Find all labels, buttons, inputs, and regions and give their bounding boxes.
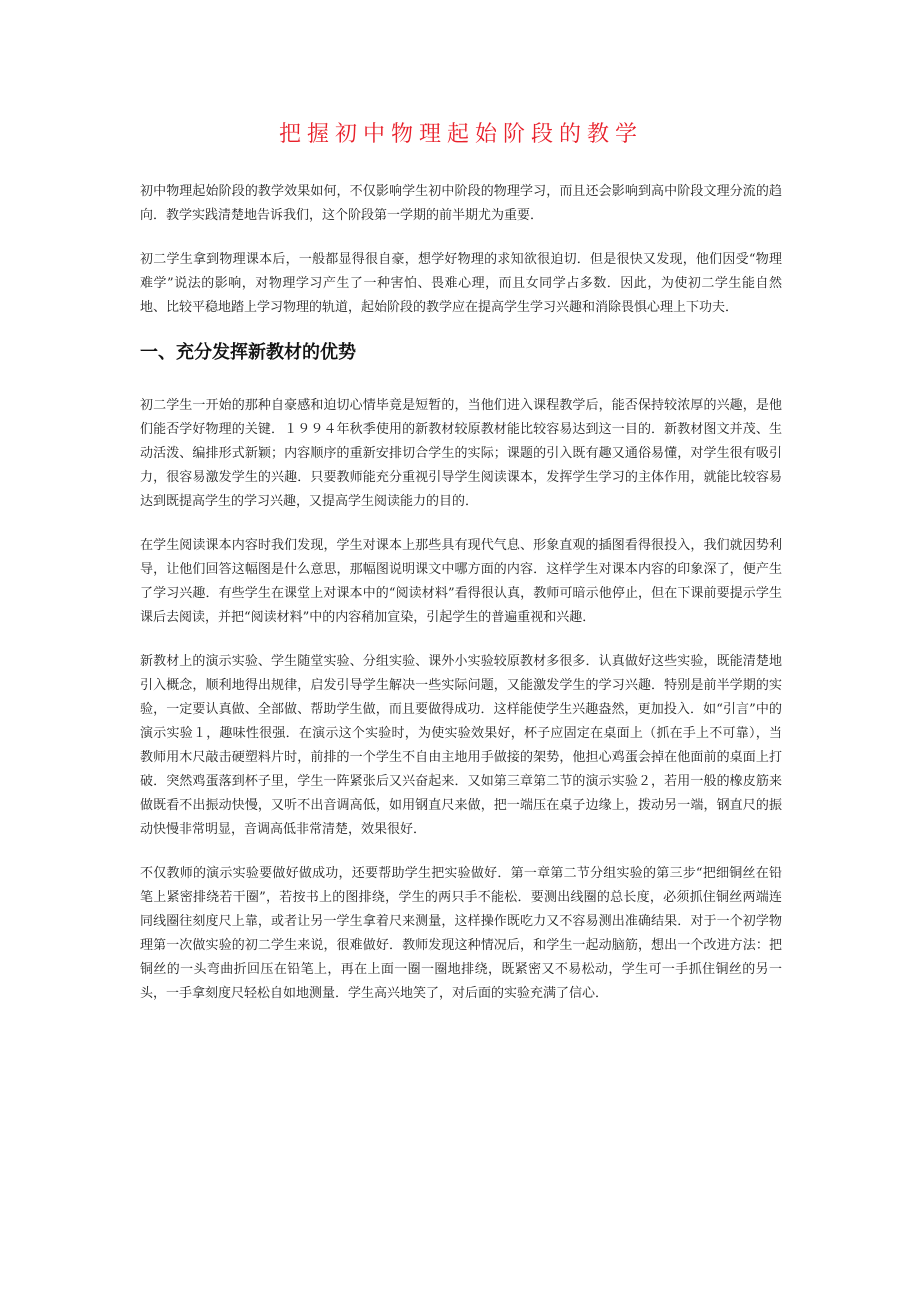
intro-paragraph-1: 初中物理起始阶段的教学效果如何，不仅影响学生初中阶段的物理学习，而且还会影响到高中阶段文理分流的趋向．教学实践清楚地告诉我们，这个阶段第一学期的前半期尤为重要． bbox=[140, 184, 782, 223]
section1-paragraph-1: 初二学生一开始的那种自豪感和迫切心情毕竟是短暂的，当他们进入课程教学后，能否保持较浓厚的兴趣，是他们能否学好物理的关键．１９９４年秋季使用的新教材较原教材能比较容易达到这一目的．新教材图文并茂、生动活泼、编排形式新颖；内容顺序的重新安排切合学生的实际；课题的引入既有趣又通俗易懂，对学生很有吸引力，很容易激发学生的兴趣．只要教师能充分重视引导学生阅读课本，发挥学生学习的主体作用，就能比较容易达到既提高学生的学习兴趣，又提高学生阅读能力的目的． bbox=[140, 398, 782, 509]
intro-paragraph-2: 初二学生拿到物理课本后，一般都显得很自豪，想学好物理的求知欲很迫切．但是很快又发现，他们因受“物理难学”说法的影响，对物理学习产生了一种害怕、畏难心理，而且女同学占多数．因此，为使初二学生能自然地、比较平稳地踏上学习物理的轨道，起始阶段的教学应在提高学生学习兴趣和消除畏惧心理上下功夫． bbox=[140, 252, 782, 315]
section1-paragraph-2: 在学生阅读课本内容时我们发现，学生对课本上那些具有现代气息、形象直观的插图看得很投入，我们就因势利导，让他们回答这幅图是什么意思，那幅图说明课文中哪方面的内容．这样学生对课本内容的印象深了，便产生了学习兴趣．有些学生在课堂上对课本中的“阅读材料”看得很认真，教师可暗示他停止，但在下课前要提示学生课后去阅读，并把“阅读材料”中的内容稍加宣染，引起学生的普遍重视和兴趣． bbox=[140, 538, 782, 625]
section1-paragraph-4: 不仅教师的演示实验要做好做成功，还要帮助学生把实验做好．第一章第二节分组实验的第三步“把细铜丝在铅笔上紧密排绕若干圈”，若按书上的图排绕，学生的两只手不能松．要测出线圈的总长度，必须抓住铜丝两端连同线圈往刻度尺上靠，或者让另一学生拿着尺来测量，这样操作既吃力又不容易测出准确结果．对于一个初学物理第一次做实验的初二学生来说，很难做好．教师发现这种情况后，和学生一起动脑筋，想出一个改进方法：把铜丝的一头弯曲折回压在铅笔上，再在上面一圈一圈地排绕，既紧密又不易松动，学生可一手抓住铜丝的另一头，一手拿刻度尺轻松自如地测量．学生高兴地笑了，对后面的实验充满了信心． bbox=[140, 866, 782, 1001]
section-heading-1: 一、充分发挥新教材的优势 bbox=[140, 342, 356, 363]
document-page bbox=[140, 110, 782, 1026]
document-title: 把握初中物理起始阶段的教学 bbox=[278, 122, 643, 147]
section1-paragraph-3: 新教材上的演示实验、学生随堂实验、分组实验、课外小实验较原教材多很多．认真做好这些实验，既能清楚地引入概念，顺利地得出规律，启发引导学生解决一些实际问题，又能激发学生的学习兴趣．特别是前半学期的实验，一定要认真做、全部做、帮助学生做，而且要做得成功．这样能使学生兴趣盎然，更加投入．如“引言”中的演示实验１，趣味性很强．在演示这个实验时，为使实验效果好，杯子应固定在桌面上（抓在手上不可靠），当教师用木尺敲击硬塑料片时，前排的一个学生不自由主地用手做接的架势，他担心鸡蛋会掉在他面前的桌面上打破．突然鸡蛋落到杯子里，学生一阵紧张后又兴奋起来．又如第三章第二节的演示实验２，若用一般的橡皮筋来做既看不出振动快慢，又听不出音调高低，如用钢直尺来做，把一端压在桌子边缘上，拨动另一端，钢直尺的振动快慢非常明显，音调高低非常清楚，效果很好． bbox=[140, 654, 782, 837]
